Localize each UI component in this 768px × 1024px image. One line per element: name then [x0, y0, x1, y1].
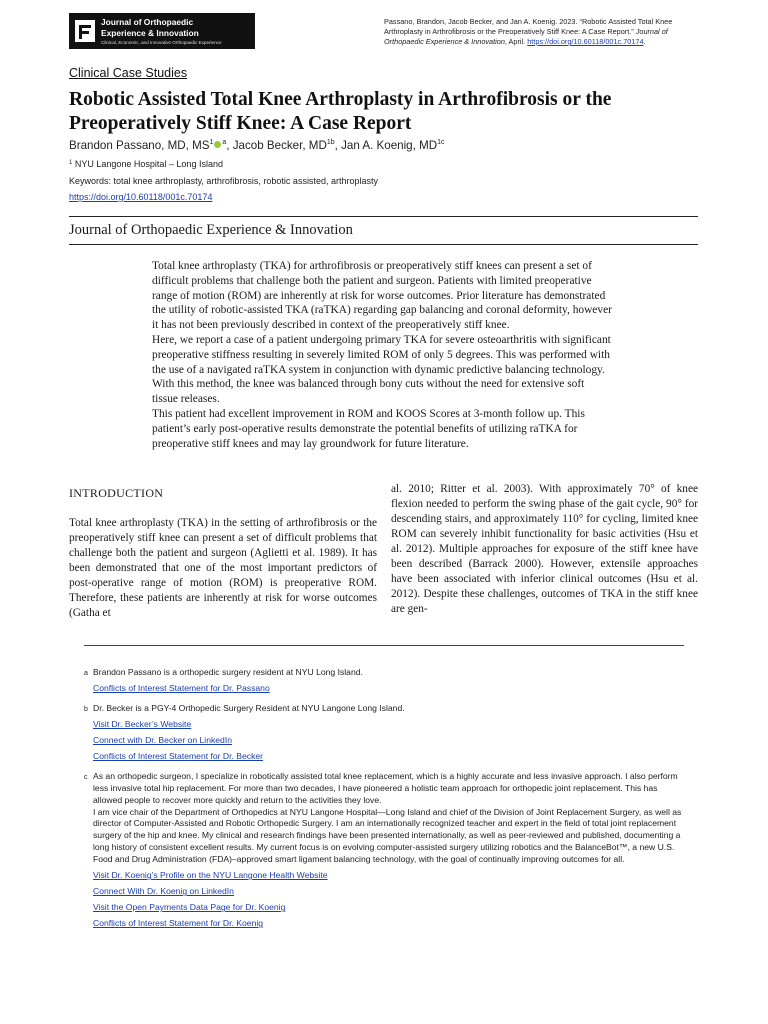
footnote-marker: c — [84, 773, 88, 781]
citation-journal: Journal of Orthopaedic Experience & Innovation — [384, 27, 668, 46]
footnote-text: Dr. Becker is a PGY-4 Orthopedic Surgery Resident at NYU Langone Long Island. — [93, 702, 405, 713]
footnote-a — [84, 667, 684, 695]
footnotes — [84, 667, 684, 930]
footnote-text: I am vice chair of the Department of Orthopedics at NYU Langone Hospital—Long Island and chief of the Division of Joint Replacement Surgery, as well as director of Computer-Assisted and Robotic Orthopedic Surgery. I am an internationally recognized teacher and expert in the field of total joint replacement surgery of the hip and knee. My clinical and research findings have been presented internationally, as well as peer-reviewed and published, documenting a long history of consistent excellent results. My current focus is on evolving computer-assisted surgery utilizing robotics and the BalanceBot™, a new U.S. Food and Drug Administration (FDA)–approved smart ligament balancing technology, with the goal of continually improving outcomes for all. — [93, 806, 682, 865]
footnote-link[interactable]: Conflicts of Interest Statement for Dr. Passano — [93, 683, 270, 693]
journal-name: Journal of Orthopaedic Experience & Innovation — [69, 222, 353, 238]
footnote-text: As an orthopedic surgeon, I specialize in robotically assisted total knee replacement, which is a highly accurate and less invasive approach. I also perform less invasive total hip replacement. For more than two decades, I have pioneered a holistic team approach for orthopedic joint replacement. This has allowed people to recover more quickly and return to the activities they love. — [93, 770, 678, 805]
author-list: Brandon Passano, MD, $MS^1$ $^a$, Jacob Becker, $MD^{1b}$, Jan A. Koenig, $MD^{1c}$ — [69, 139, 445, 152]
author-affiliation-sup: 1c — [437, 139, 445, 146]
footnote-b — [84, 703, 684, 763]
abstract-paragraph: Total knee arthroplasty (TKA) for arthrofibrosis or preoperatively stiff knees can present a set of difficult problems that challenge both the patient and surgeon. Patients with limited preoperative range of motion (ROM) are inherently at risk for worse outcomes. Prior literature has demonstrated the utility of robotic-assisted TKA (raTKA) regarding gap balancing and coronal deformity, however it has not been previously described in context of the preoperatively stiff knee. — [152, 260, 612, 332]
doi-link[interactable]: https://doi.org/10.60118/001c.70174 — [69, 192, 213, 202]
keywords: Keywords: total knee arthroplasty, arthrofibrosis, robotic assisted, arthroplasty — [69, 176, 378, 186]
logo-line-2: Experience & Innovation — [101, 27, 199, 38]
footnote-link[interactable]: Connect with Dr. Becker on LinkedIn — [93, 734, 233, 745]
divider-top — [69, 216, 698, 217]
abstract-paragraph: This patient had excellent improvement in ROM and KOOS Scores at 3-month follow up. This patient’s early post-operative results demonstrate the potential benefits of utilizing raTKA for preoperative stiff knees and may lay groundwork for future literature. — [152, 407, 585, 450]
logo-tagline: Clinical, Economic, and Innovative Orthopaedic Experience — [101, 39, 222, 45]
abstract — [152, 259, 612, 451]
footnote-marker: a — [84, 670, 88, 677]
footnote-link[interactable]: Visit the Open Payments Data Page for Dr. Koenig — [93, 902, 286, 913]
author-affiliation-sup: 1 — [209, 139, 214, 146]
abstract-paragraph: Here, we report a case of a patient undergoing primary TKA for severe osteoarthritis with significant preoperative stiffness resulting in severely limited ROM of only 5 degrees. This was performed with the use of a navigated raTKA system in conjunction with dynamic predictive balancing technology. With this method, the knee was balanced through bony cuts without the need for extensive soft tissue releases. — [152, 333, 611, 406]
footnote-divider — [84, 645, 684, 646]
author-name: Jan A. Koenig, MD — [341, 139, 438, 152]
logo-line-1: Journal of Orthopaedic — [101, 16, 194, 27]
citation — [384, 17, 702, 47]
affiliation-number: 1 — [69, 160, 73, 166]
citation-date: , April. — [504, 37, 526, 46]
author-affiliation-sup: 1b — [326, 139, 335, 146]
citation-doi-link[interactable]: https://doi.org/10.60118/001c.70174 — [527, 37, 644, 46]
citation-text: Passano, Brandon, Jacob Becker, and Jan A. Koenig. 2023. “Robotic Assisted Total Knee Arthroplasty in Arthrofibrosis or the Preoperatively Stiff Knee: A Case Report.” — [384, 17, 673, 36]
section-heading-introduction: INTRODUCTION — [69, 486, 164, 500]
author-name: Jacob Becker, MD — [232, 139, 327, 152]
intro-column-left: Total knee arthroplasty (TKA) in the setting of arthrofibrosis or the preoperatively stiff knee can present a set of difficult problems that challenge both the patient and surgeon (Aglietti et al. 1989). It has been demonstrated that one of the most important predictors of post-operative range of motion (ROM) is preoperative ROM. Therefore, these patients are inherently at risk for worse outcomes (Gatha et — [69, 517, 377, 619]
divider-bottom — [69, 244, 698, 245]
author-note-sup: a — [222, 139, 227, 146]
footnote-marker: b — [84, 705, 88, 713]
orcid-icon[interactable] — [214, 141, 221, 148]
citation-end: . — [643, 37, 646, 46]
journal-logo-icon — [73, 17, 97, 45]
section-label[interactable]: Clinical Case Studies — [69, 66, 188, 80]
affiliation — [69, 159, 223, 169]
footnote-text: Brandon Passano is a orthopedic surgery resident at NYU Long Island. — [93, 667, 363, 677]
footnote-c — [84, 771, 684, 930]
affiliation-text: NYU Langone Hospital – Long Island — [74, 159, 223, 169]
footnote-link[interactable]: Visit Dr. Koenig’s Profile on the NYU Langone Health Website — [93, 870, 328, 881]
footnote-link[interactable]: Conflicts of Interest Statement for Dr. Koenig — [93, 918, 264, 929]
footnote-link[interactable]: Conflicts of Interest Statement for Dr. Becker — [93, 750, 264, 761]
footnote-link[interactable]: Visit Dr. Becker’s Website — [93, 718, 192, 729]
author-name: Brandon Passano, MD, MS — [69, 139, 210, 152]
footnote-link[interactable]: Connect With Dr. Koenig on LinkedIn — [93, 886, 234, 897]
journal-logo — [69, 13, 255, 49]
article-title: Robotic Assisted Total Knee Arthroplasty in Arthrofibrosis or the Preoperatively Stiff Knee: A Case Report — [69, 89, 612, 134]
intro-column-right: al. 2010; Ritter et al. 2003). With approximately 70° of knee flexion needed to perform the swing phase of the gait cycle, 90° for descending stairs, and approximately 110° for cycling, limited knee ROM can severely inhibit functionality for basic activities (Hsu et al. 2012). Multiple approaches for exposure of the stiff knee have been described (Barrack 2000). However, extensile approaches have been associated with inferior clinical outcomes (Hsu et al. 2012). Despite these challenges, outcomes of TKA in the stiff knee are gen- — [391, 483, 698, 615]
